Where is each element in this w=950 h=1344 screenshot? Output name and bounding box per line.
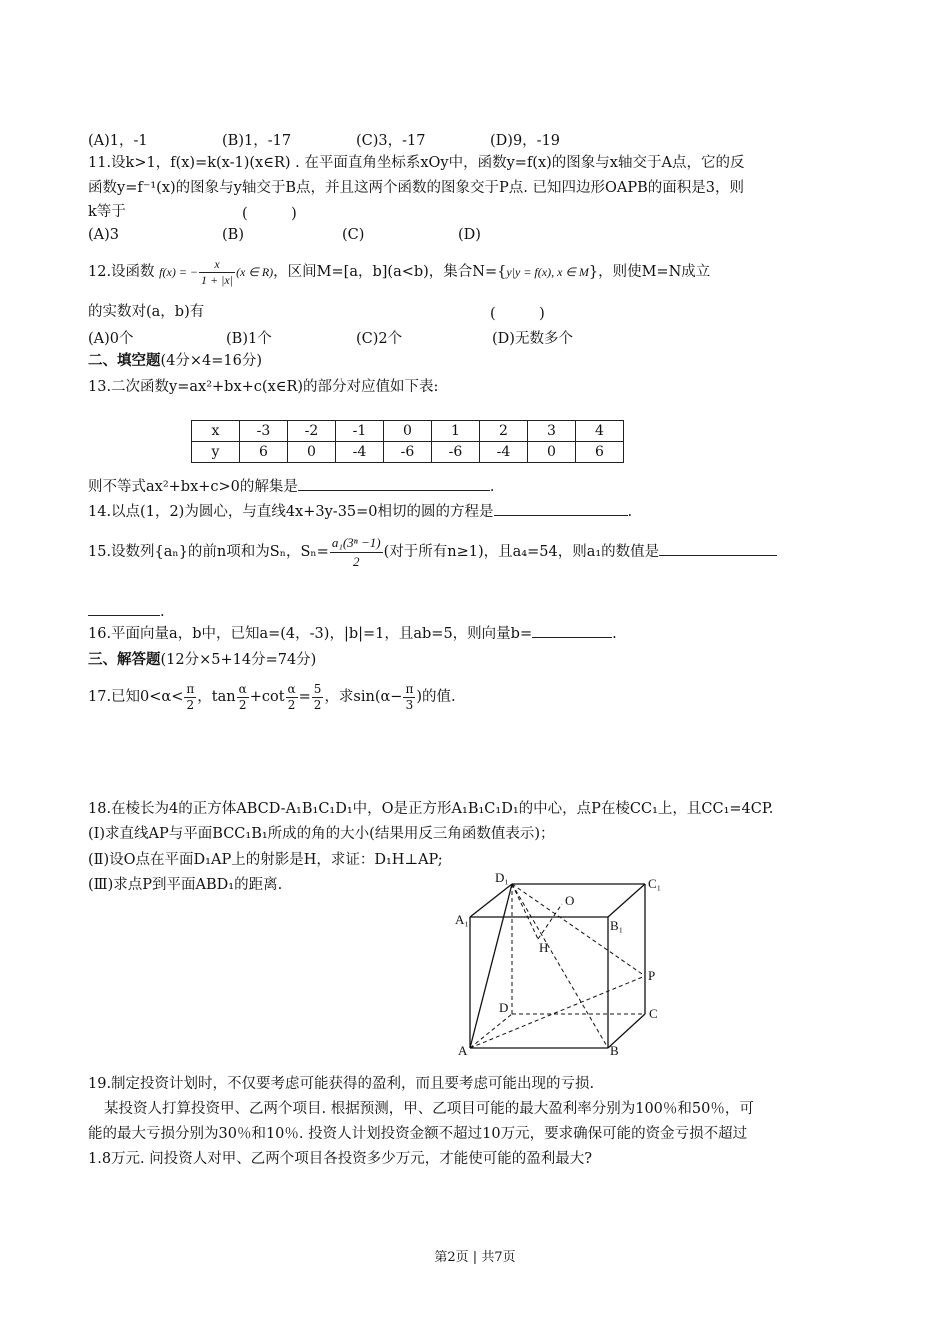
q11-option-d: (D) <box>458 227 481 243</box>
q17-mid-3: = <box>298 689 311 705</box>
q18-line-2: (Ⅰ)求直线AP与平面BCC₁B₁所成的角的大小(结果用反三角函数值表示)； <box>88 826 555 842</box>
table-cell: 1 <box>432 421 480 442</box>
section-3-title: 三、解答题 <box>88 651 161 668</box>
label-a: A <box>458 1043 468 1058</box>
q11-option-c: (C) <box>342 227 365 243</box>
q12-function: f(x) = − <box>159 265 199 279</box>
q15-frac-num: a₁(3ⁿ −1) <box>330 534 383 553</box>
table-cell: y <box>192 442 240 463</box>
table-cell: -6 <box>432 442 480 463</box>
q16-line: 16.平面向量a，b中，已知a=(4，-3)，|b|=1，且ab=5，则向量b= . <box>88 623 617 644</box>
table-cell: 3 <box>528 421 576 442</box>
table-cell: 0 <box>288 442 336 463</box>
label-b1: B₁ <box>610 918 624 933</box>
q12-option-a: (A)0个 <box>88 331 134 347</box>
label-c: C <box>649 1006 658 1021</box>
q14-answer-blank[interactable] <box>494 501 628 516</box>
q12-suffix: }，则使M=N成立 <box>588 264 711 280</box>
q17-frac-3-den: 2 <box>287 697 296 712</box>
q12-option-b: (B)1个 <box>226 331 272 347</box>
q17-frac-5-den: 3 <box>405 697 414 712</box>
q12-line-2: 的实数对(a，b)有 <box>88 304 205 320</box>
table-cell: 6 <box>240 442 288 463</box>
label-c1: C₁ <box>648 876 662 891</box>
q14-text: 14.以点(1，2)为圆心，与直线4x+3y-35=0相切的圆的方程是 <box>88 504 494 520</box>
q12-prefix: 12.设函数 <box>88 264 155 280</box>
q12-middle: ，区间M=[a，b](a<b)，集合N={ <box>273 264 507 280</box>
q15-answer-blank-cont[interactable] <box>88 601 160 616</box>
q11-answer-paren: ( ) <box>242 206 297 222</box>
q19-line-4: 1.8万元. 问投资人对甲、乙两个项目各投资多少万元，才能使可能的盈利最大? <box>88 1151 593 1167</box>
q17-frac-4-num: 5 <box>313 681 322 696</box>
table-cell: 6 <box>576 442 624 463</box>
label-a1: A₁ <box>455 912 469 927</box>
q13-after-text: 则不等式ax²+bx+c>0的解集是 <box>88 479 298 495</box>
value-table <box>191 420 624 463</box>
q17-mid-2: +cot <box>249 689 285 705</box>
q12-line-1 <box>88 252 710 292</box>
q12-answer-paren: ( ) <box>490 306 545 322</box>
label-b: B <box>610 1043 619 1058</box>
q18-line-4: (Ⅲ)求点P到平面ABD₁的距离. <box>88 877 283 893</box>
segment-d1-h <box>512 884 538 939</box>
q17-frac-5-num: π <box>405 681 414 696</box>
q17-mid-4: ，求sin(α− <box>324 689 403 705</box>
q19-line-2: 某投资人打算投资甲、乙两个项目. 根据预测，甲、乙项目可能的最大盈利率分别为100％和50％，可 <box>104 1101 754 1117</box>
q15-answer-blank[interactable] <box>659 541 777 556</box>
q15-line-2: . <box>88 601 165 622</box>
q17-frac-2-num: α <box>238 681 247 696</box>
q11-line-1: 11.设k>1，f(x)=k(x-1)(x∈R) . 在平面直角坐标系xOy中，函数y=f(x)的图象与x轴交于A点，它的反 <box>88 155 745 171</box>
q12-option-c: (C)2个 <box>356 331 403 347</box>
q19-line-1: 19.制定投资计划时，不仅要考虑可能获得的盈利，而且要考虑可能出现的亏损. <box>88 1076 595 1092</box>
section-2-heading <box>88 351 262 371</box>
edge-b1-c1 <box>608 884 645 917</box>
q15-frac-den: 2 <box>352 553 360 569</box>
table-cell: 0 <box>528 442 576 463</box>
label-h: H <box>539 940 549 955</box>
q15-prefix: 15.设数列{aₙ}的前n项和为Sₙ，Sₙ= <box>88 544 329 560</box>
edge-a-d-hidden <box>470 1014 512 1048</box>
q11-line-3: k等于 <box>88 204 126 220</box>
q17-suffix: )的值. <box>416 689 456 705</box>
label-d1: D₁ <box>495 870 509 885</box>
table-cell: 0 <box>384 421 432 442</box>
table-cell: -2 <box>288 421 336 442</box>
table-cell: -1 <box>336 421 384 442</box>
q12-frac-den: 1 + |x| <box>201 272 234 287</box>
q13-text: 13.二次函数y=ax²+bx+c(x∈R)的部分对应值如下表: <box>88 379 439 395</box>
label-o: O <box>565 893 575 908</box>
q13-answer-blank[interactable] <box>298 476 490 491</box>
q10-option-a: (A)1，-1 <box>88 133 148 149</box>
section-2-score: (4分×4=16分) <box>160 353 263 369</box>
table-cell: -4 <box>336 442 384 463</box>
q13-answer-line: 则不等式ax²+bx+c>0的解集是 . <box>88 476 495 497</box>
table-cell: 2 <box>480 421 528 442</box>
q17-mid-1: ，tan <box>197 689 236 705</box>
label-d: D <box>499 1000 509 1015</box>
q12-domain: (x ∈ R) <box>236 265 274 279</box>
q19-line-3: 能的最大亏损分别为30％和10％. 投资人计划投资金额不超过10万元，要求确保可能的资金亏损不超过 <box>88 1126 748 1142</box>
q17-frac-1-num: π <box>186 681 195 696</box>
q17-frac-1-den: 2 <box>186 697 195 712</box>
q12-set: y|y = f(x), x ∈ M <box>506 265 589 279</box>
q17-frac-2-den: 2 <box>238 697 247 712</box>
cube-diagram <box>450 866 680 1066</box>
q17-prefix: 17.已知0<α< <box>88 689 184 705</box>
label-p: P <box>648 968 656 983</box>
q18-line-3: (Ⅱ)设O点在平面D₁AP上的射影是H，求证：D₁H⊥AP; <box>88 852 443 868</box>
q11-option-b: (B) <box>222 227 244 243</box>
segment-d1-b <box>512 884 608 1048</box>
q16-answer-blank[interactable] <box>532 623 612 638</box>
q16-text: 16.平面向量a，b中，已知a=(4，-3)，|b|=1，且ab=5，则向量b= <box>88 626 533 642</box>
section-3-heading <box>88 650 316 670</box>
table-row-y <box>192 442 624 463</box>
table-cell: -4 <box>480 442 528 463</box>
segment-d1-p <box>512 884 645 976</box>
q10-option-c: (C)3，-17 <box>356 133 426 149</box>
q17-line <box>88 677 456 717</box>
q15-suffix: (对于所有n≥1)，且a₄=54，则a₁的数值是 <box>383 544 660 560</box>
q15-line-1 <box>88 532 777 572</box>
page-footer: 第2页 | 共7页 <box>434 1250 516 1265</box>
q11-line-2: 函数y=f⁻¹(x)的图象与y轴交于B点，并且这两个函数的图象交于P点. 已知四边形OAPB的面积是3，则 <box>88 180 744 196</box>
q17-frac-4-den: 2 <box>313 697 322 712</box>
section-2-title: 二、填空题 <box>88 352 161 369</box>
q12-frac-num: x <box>199 257 235 273</box>
q17-frac-3-num: α <box>287 681 296 696</box>
q10-option-d: (D)9，-19 <box>490 133 561 149</box>
table-cell: 4 <box>576 421 624 442</box>
table-cell: -6 <box>384 442 432 463</box>
segment-a-d1 <box>470 884 512 1048</box>
q11-option-a: (A)3 <box>88 227 120 243</box>
q14-line: 14.以点(1，2)为圆心，与直线4x+3y-35=0相切的圆的方程是 . <box>88 501 632 522</box>
q18-line-1: 18.在棱长为4的正方体ABCD-A₁B₁C₁D₁中，O是正方形A₁B₁C₁D₁的中心，点P在棱CC₁上，且CC₁=4CP. <box>88 801 774 817</box>
edge-a1-d1 <box>470 884 512 917</box>
section-3-score: (12分×5+14分=74分) <box>160 652 317 668</box>
table-row-x <box>192 421 624 442</box>
q12-option-d: (D)无数多个 <box>492 331 573 347</box>
q10-option-b: (B)1，-17 <box>222 133 292 149</box>
segment-a-p <box>470 976 645 1048</box>
table-cell: -3 <box>240 421 288 442</box>
table-cell: x <box>192 421 240 442</box>
